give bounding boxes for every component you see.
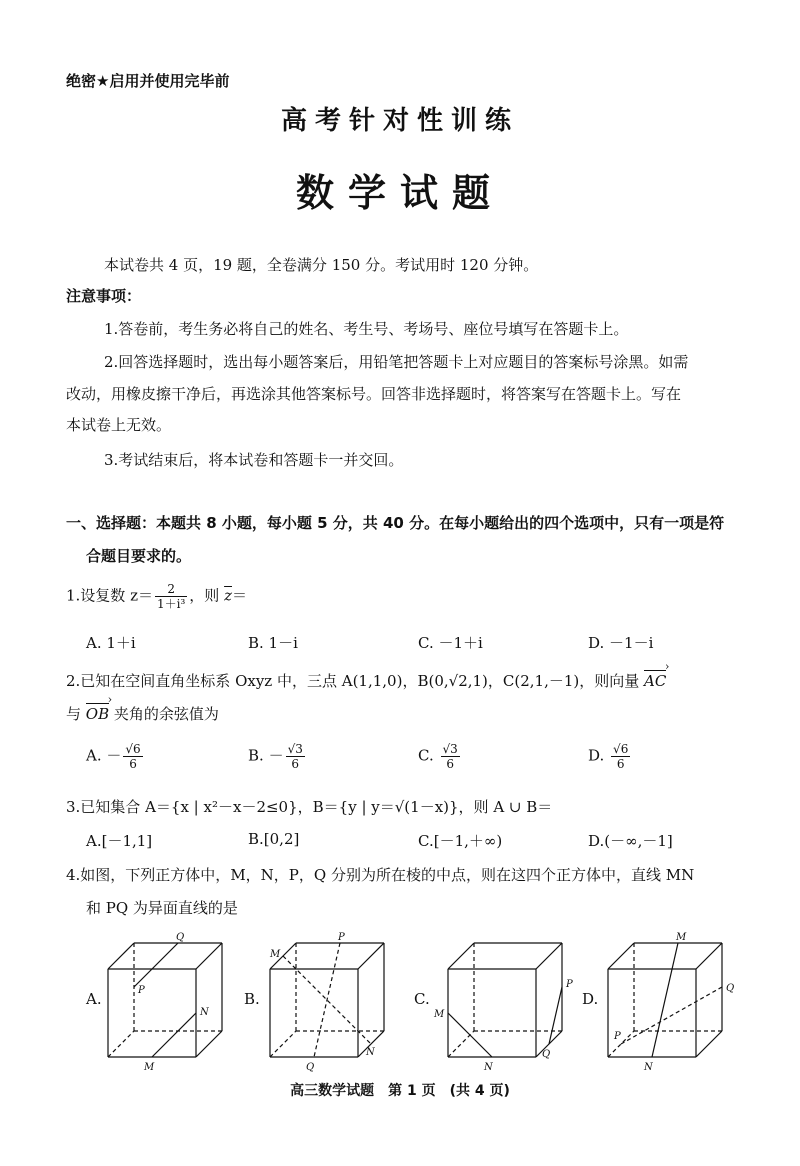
cube-figure-c: [434, 935, 573, 1073]
point-n-label: N: [200, 1007, 209, 1018]
q1-equals: ＝: [231, 586, 247, 605]
note-1: 1.答卷前，考生务必将自己的姓名、考生号、考场号、座位号填写在答题卡上。: [104, 320, 629, 338]
point-n-label: N: [644, 1062, 653, 1073]
figure-c-label: C.: [414, 990, 430, 1008]
q2-option-a-num: √6: [125, 742, 141, 756]
note-2-line-3: 本试卷上无效。: [66, 416, 172, 434]
q2-option-c-den: 6: [446, 757, 454, 771]
point-q-label: Q: [726, 983, 735, 994]
q2-line2-post: 夹角的余弦值为: [113, 705, 219, 723]
q2-option-a-sign: －: [106, 746, 122, 765]
point-n-label: N: [366, 1047, 375, 1058]
question-2-line-1: [66, 670, 666, 691]
point-p-label: P: [138, 985, 145, 996]
note-2-line-1: 2.回答选择题时，选出每小题答案后，用铅笔把答题卡上对应题目的答案标号涂黑。如需: [104, 353, 689, 371]
note-2-line-2: 改动，用橡皮擦干净后，再选涂其他答案标号。回答非选择题时，将答案写在答题卡上。写在: [66, 385, 682, 403]
q1-option-d: D. －1－i: [588, 634, 654, 652]
q1-option-b: B. 1－i: [248, 634, 298, 652]
q2-option-c: [418, 742, 462, 771]
q2-option-a-den: 6: [129, 757, 137, 771]
question-3: 3.已知集合 A＝{x | x²－x－2≤0}，B＝{y | y＝√(1－x)}，则 A ∪ B＝: [66, 798, 553, 816]
q2-option-d-fraction: [611, 742, 630, 771]
cube-figure-b: [266, 932, 386, 1073]
point-n-label: N: [484, 1062, 493, 1073]
page-footer: 高三数学试题 第 1 页 (共 4 页): [290, 1083, 510, 1099]
point-p-label: P: [566, 979, 573, 990]
exam-title: 高考针对性训练: [280, 106, 519, 136]
q2-option-d-num: √6: [613, 742, 629, 756]
q2-option-c-label: C.: [418, 746, 434, 765]
q1-numerator: 2: [155, 582, 187, 597]
q1-fraction: [155, 582, 187, 611]
q2-option-d: [588, 742, 632, 771]
cube-figure-d: [604, 932, 735, 1073]
note-3: 3.考试结束后，将本试卷和答题卡一并交回。: [104, 451, 404, 469]
vector-ac: AC ›: [644, 672, 666, 690]
q2-option-a: [86, 742, 145, 771]
intro-text: 本试卷共 4 页，19 题，全卷满分 150 分。考试用时 120 分钟。: [104, 256, 539, 274]
point-m-label: M: [144, 1062, 155, 1073]
confidential-mark: 绝密★启用并使用完毕前: [66, 72, 230, 90]
figure-a-label: A.: [86, 990, 102, 1008]
q2-option-d-den: 6: [616, 757, 625, 771]
q3-option-d: D.(－∞,－1]: [588, 832, 673, 850]
point-q-label: Q: [306, 1062, 315, 1073]
point-m-label: M: [434, 1009, 445, 1020]
q2-option-b-sign: －: [268, 746, 284, 765]
q2-line2-pre: 与: [66, 705, 82, 723]
q2-option-b-den: 6: [291, 757, 300, 771]
q1-denominator: 1＋i³: [156, 597, 186, 611]
q2-option-b: [248, 742, 307, 771]
q1-option-c: C. －1＋i: [418, 634, 483, 652]
q2-option-b-fraction: [286, 742, 305, 771]
point-m-label: M: [270, 949, 281, 960]
vector-ob: OB ›: [86, 705, 109, 723]
question-4-line-1: 4.如图，下列正方体中，M，N，P，Q 分别为所在棱的中点，则在这四个正方体中，直线 MN: [66, 866, 695, 884]
question-1: [66, 582, 247, 611]
figure-b-label: B.: [244, 990, 260, 1008]
point-p-label: P: [614, 1031, 621, 1042]
q1-conjugate: $\overline{z}$: [224, 586, 232, 605]
q2-text: 2.已知在空间直角坐标系 Oxyz 中，三点 A(1,1,0)，B(0,√2,1)，C(2,1,－1)，则向量: [66, 672, 640, 690]
question-2-line-2: [66, 703, 219, 724]
q2-option-c-fraction: [441, 742, 460, 771]
point-q-label: Q: [542, 1049, 551, 1060]
section-1-line-1: 一、选择题：本题共 8 小题，每小题 5 分，共 40 分。在每小题给出的四个选项中，只有一项是符: [66, 514, 725, 532]
q1-suffix: ，则: [189, 586, 220, 605]
notes-heading: 注意事项：: [66, 287, 142, 305]
q3-option-a: A.[－1,1]: [86, 832, 153, 850]
q2-option-c-num: √3: [442, 742, 458, 756]
q2-option-d-label: D.: [588, 746, 605, 765]
point-q-label: Q: [176, 932, 185, 943]
point-p-label: P: [338, 932, 345, 943]
q1-prefix: 1.设复数 z＝: [66, 586, 153, 605]
section-1-line-2: 合题目要求的。: [86, 547, 192, 565]
q2-option-b-num: √3: [287, 742, 303, 756]
cube-figure-a: [104, 932, 224, 1073]
q3-option-c: C.[－1,＋∞): [418, 832, 503, 850]
q1-option-a: A. 1＋i: [86, 634, 136, 652]
exam-subject: 数学试题: [295, 170, 504, 215]
figure-d-label: D.: [582, 990, 599, 1008]
q2-option-a-label: A.: [86, 746, 102, 765]
q3-option-b: B.[0,2]: [248, 830, 300, 848]
q2-option-a-fraction: [123, 742, 142, 771]
question-4-line-2: 和 PQ 为异面直线的是: [86, 899, 238, 917]
q2-option-b-label: B.: [248, 746, 264, 765]
point-m-label: M: [676, 932, 687, 943]
